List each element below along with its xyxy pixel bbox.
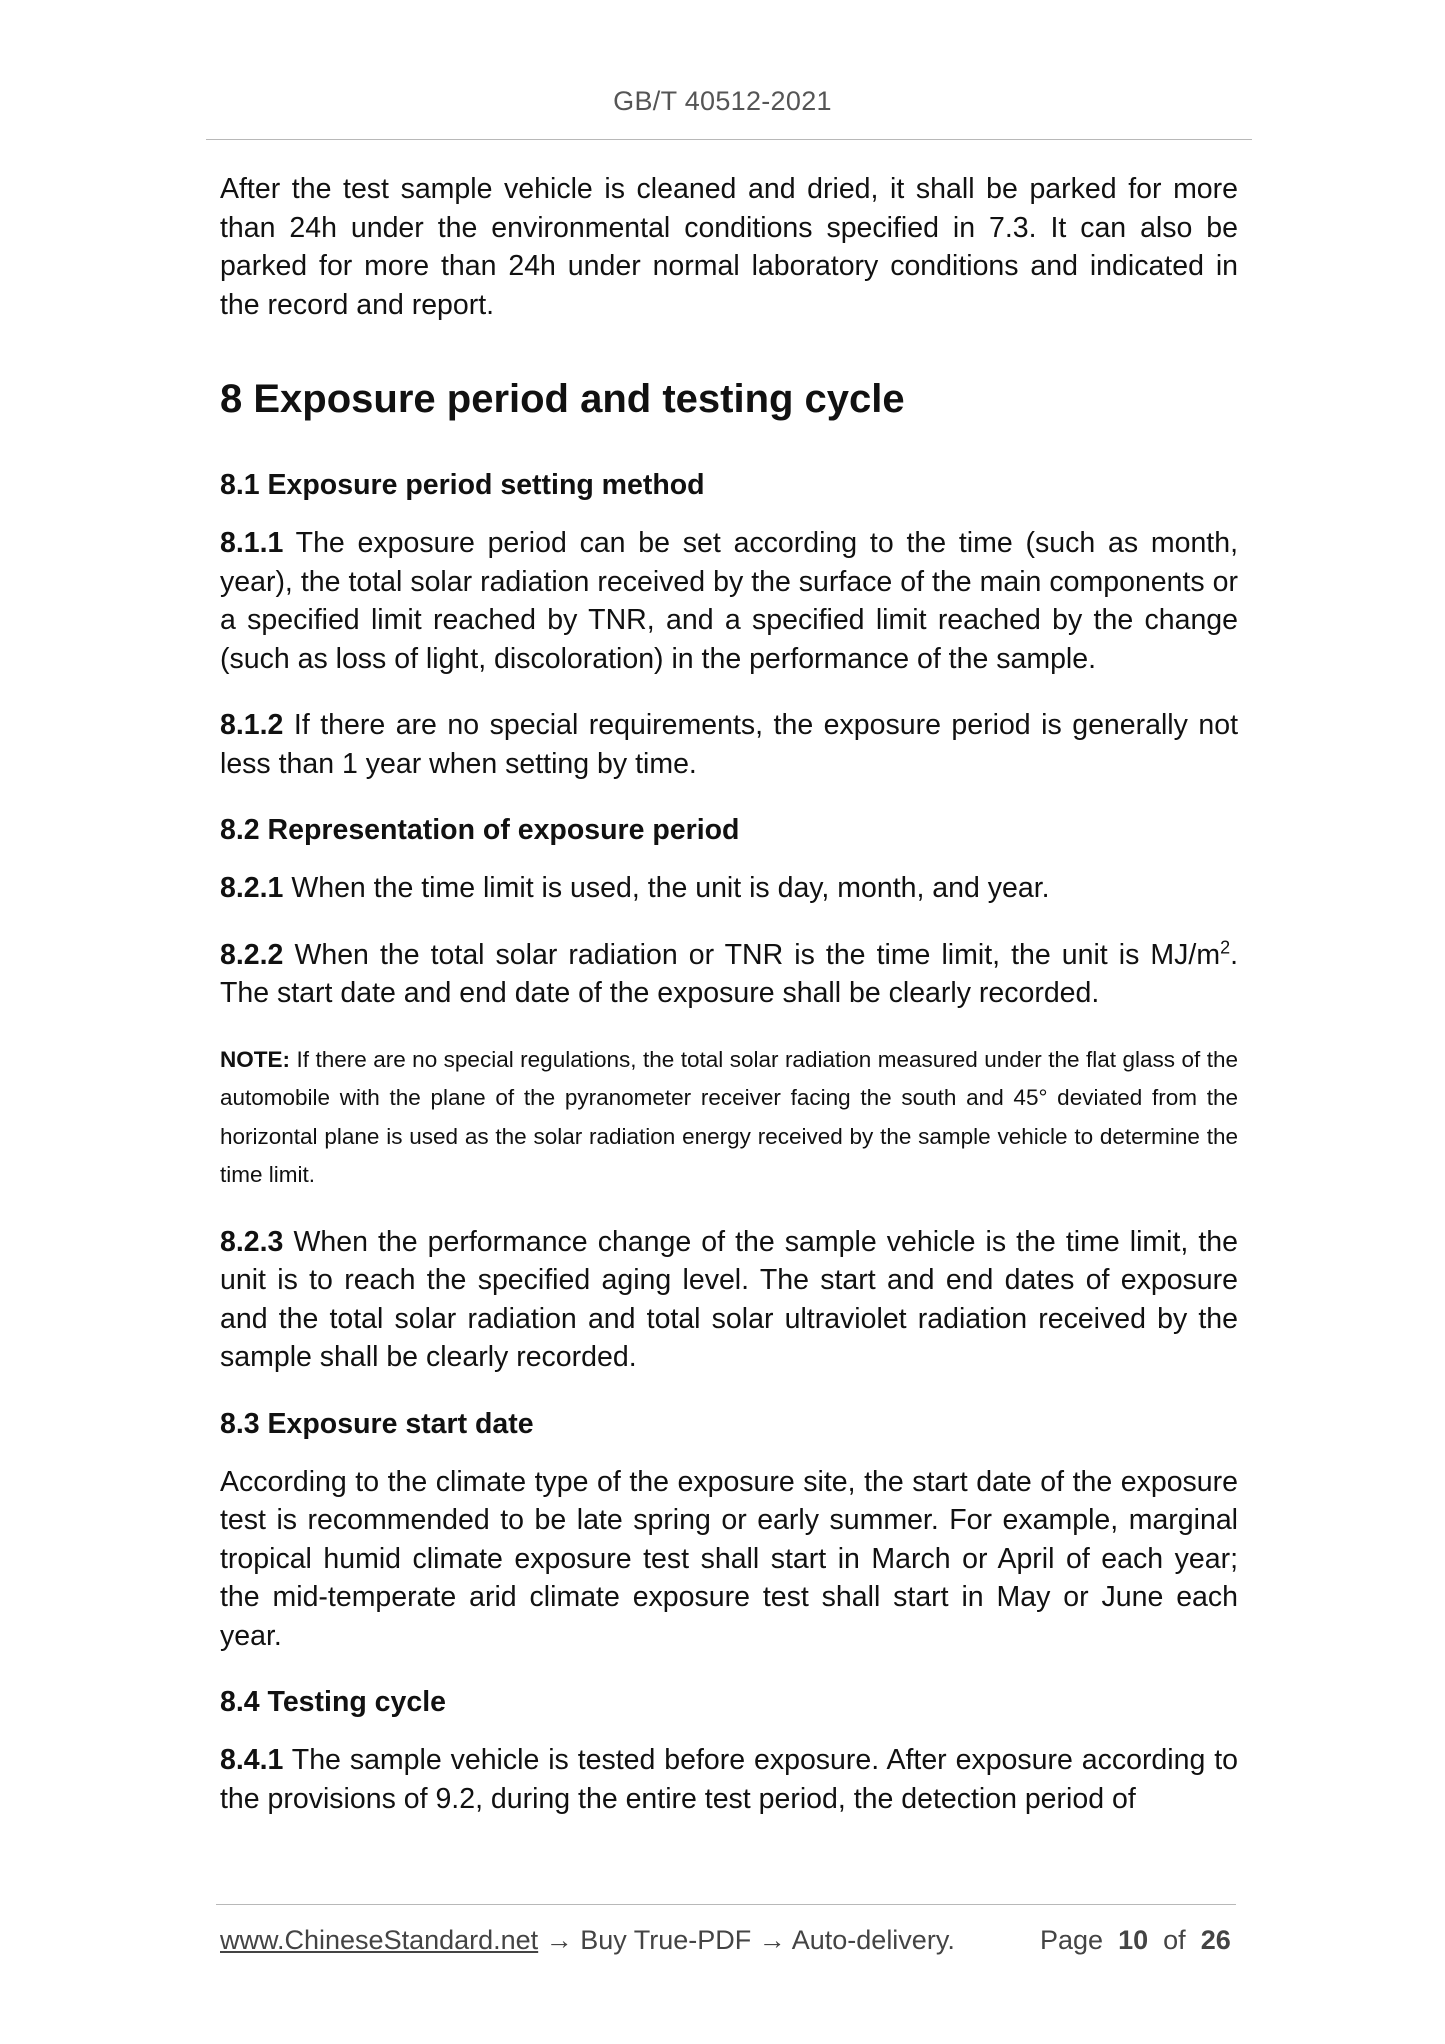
clause-text: The exposure period can be set according to the time (such as month, year), the total solar radiation received by the surface of the main components or a specified limit reached by TNR, and a specified limit reached by the change (such as loss of light, discoloration) in the performance of the sample. (220, 527, 1238, 675)
clause-8-2-2 (220, 936, 1238, 1013)
clause-text: When the total solar radiation or TNR is the time limit, the unit is MJ/m (294, 938, 1221, 971)
section-8-2-title: 8.2 Representation of exposure period (220, 814, 740, 846)
clause-text-continued: . The start date and end date of the exposure shall be clearly recorded. (220, 938, 1238, 1009)
footer-promo (220, 1925, 955, 1956)
page-label: Page (1040, 1925, 1104, 1955)
note-text: If there are no special regulations, the total solar radiation measured under the flat glass of the automobile with the plane of the pyranometer receiver facing the south and 45° deviated from the horizontal plane is used as the solar radiation energy received by the sample vehicle to determine the time limit. (220, 1046, 1238, 1187)
clause-text: When the performance change of the sample vehicle is the time limit, the unit is to reach the specified aging level. The start and end dates of exposure and the total solar radiation and total solar ultraviolet radiation received by the sample shall be clearly recorded. (220, 1225, 1239, 1373)
clause-8-4-1 (220, 1741, 1238, 1818)
clause-text: The sample vehicle is tested before exposure. After exposure according to the provisions of 9.2, during the entire test period, the detection period of (220, 1744, 1238, 1815)
clause-8-2-1 (220, 869, 1238, 908)
note-paragraph (220, 1041, 1238, 1195)
clause-number: 8.1.1 (220, 527, 284, 559)
clause-number: 8.2.1 (220, 872, 284, 904)
clause-number: 8.2.3 (220, 1225, 284, 1258)
clause-number: 8.4.1 (220, 1744, 284, 1776)
clause-text: If there are no special requirements, the exposure period is generally not less than 1 year when setting by time. (220, 709, 1238, 780)
clause-text: When the time limit is used, the unit is day, month, and year. (291, 872, 1050, 904)
note-label: NOTE: (220, 1046, 290, 1072)
page-content (220, 170, 1238, 1846)
section-8-1-title: 8.1 Exposure period setting method (220, 469, 705, 501)
clause-8-1-1 (220, 524, 1238, 678)
page-indicator (1040, 1925, 1231, 1956)
header-divider (206, 139, 1252, 140)
section-8-3-title: 8.3 Exposure start date (220, 1407, 534, 1440)
intro-paragraph: After the test sample vehicle is cleaned and dried, it shall be parked for more than 24h under the environmental conditions specified in 7.3. It can also be parked for more than 24h under normal laboratory conditions and indicated in the record and report. (220, 173, 1238, 321)
total-pages-number: 26 (1200, 1925, 1231, 1955)
section-8-3-paragraph: According to the climate type of the exposure site, the start date of the exposure test is recommended to be late spring or early summer. For example, marginal tropical humid climate exposure test shall start in March or April of each year; the mid-temperate arid climate exposure test shall start in May or June each year. (220, 1465, 1238, 1652)
clause-number: 8.1.2 (220, 709, 284, 741)
section-8-title: 8 Exposure period and testing cycle (220, 377, 905, 421)
footer-divider (216, 1904, 1236, 1905)
clause-number: 8.2.2 (220, 938, 284, 971)
clause-8-1-2 (220, 706, 1238, 783)
superscript: 2 (1220, 937, 1231, 957)
page-header: GB/T 40512-2021 (613, 86, 832, 116)
clause-8-2-3 (220, 1223, 1238, 1377)
footer-tagline: → Buy True-PDF → Auto-delivery. (538, 1925, 955, 1955)
of-label: of (1163, 1925, 1186, 1955)
current-page-number: 10 (1118, 1925, 1149, 1955)
section-8-4-title: 8.4 Testing cycle (220, 1686, 446, 1718)
website-link[interactable]: www.ChineseStandard.net (220, 1925, 539, 1955)
